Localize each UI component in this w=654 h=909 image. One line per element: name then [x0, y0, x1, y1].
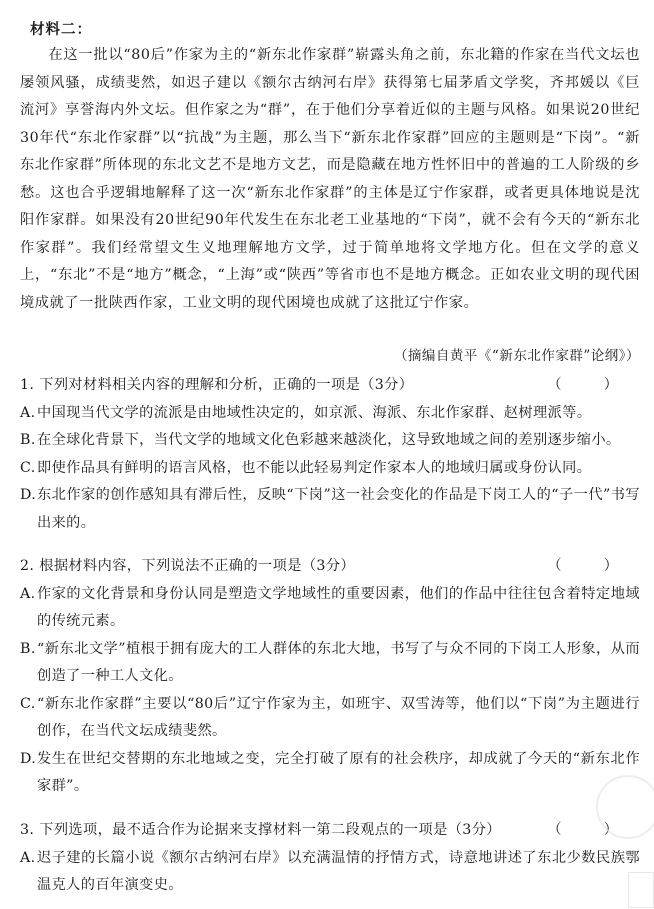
option-text: 在全球化背景下，当代文学的地域文化色彩越来越淡化，这导致地域之间的差别逐步缩小。 — [37, 432, 621, 448]
option-a — [20, 845, 640, 900]
question-2 — [20, 553, 640, 801]
answer-blank: （ ） — [547, 558, 632, 574]
option-letter: D. — [20, 750, 37, 767]
option-text: 即使作品具有鲜明的语言风格，也不能以此轻易判定作家本人的地域归属或身份认同。 — [37, 459, 592, 476]
option-letter: D. — [20, 487, 37, 503]
question-3 — [20, 817, 640, 900]
question-stem: 2. 根据材料内容，下列说法不正确的一项是（3分） — [20, 558, 356, 574]
option-letter: A. — [20, 404, 36, 421]
option-d — [20, 746, 640, 801]
section-title: 材料二： — [30, 22, 92, 38]
option-letter: B. — [20, 432, 36, 448]
option-letter: C. — [20, 459, 36, 476]
option-b — [20, 636, 640, 691]
watermark-stamp — [628, 872, 654, 908]
question-stem: 1. 下列对材料相关内容的理解和分析，正确的一项是（3分） — [20, 377, 414, 393]
answer-blank: （ ） — [547, 377, 632, 393]
watermark-logo — [596, 775, 654, 839]
passage-paragraph: 在这一批以“80后”作家为主的“新东北作家群”崭露头角之前，东北籍的作家在当代文坛也屡领风骚，成绩斐然，如迟子建以《额尔古纳河右岸》获得第七届茅盾文学奖，齐邦媛以《巨流河》享誉海内外文坛。但作家之为“群”，在于他们分享着近似的主题与风格。如果说20世纪30年代“东北作家群”以“抗战”为主题，那么当下“新东北作家群”回应的主题则是“下岗”。“新东北作家群”所体现的东北文艺不是地方文艺，而是隐藏在地方性怀旧中的普遍的工人阶级的乡愁。这也合乎逻辑地解释了这一次“新东北作家群”的主体是辽宁作家群，或者更具体地说是沈阳作家群。如果没有20世纪90年代发生在东北老工业基地的“下岗”，就不会有今天的“新东北作家群”。我们经常望文生义地理解地方文学，过于简单地将文学地方化。但在文学的意义上，“东北”不是“地方”概念，“上海”或“陕西”等省市也不是地方概念。正如农业文明的现代困境成就了一批陕西作家，工业文明的现代困境也成就了这批辽宁作家。 — [20, 47, 640, 311]
question-1 — [20, 372, 640, 537]
option-text: 东北作家的创作感知具有滞后性，反映“下岗”这一社会变化的作品是下岗工人的“子一代”书写出来的。 — [37, 487, 640, 531]
option-letter: B. — [20, 640, 36, 657]
option-text: “新东北作家群”主要以“80后”辽宁作家为主，如班宇、双雪涛等，他们以“下岗”为主题进行创作，在当代文坛成绩斐然。 — [37, 695, 640, 739]
answer-blank: （ ） — [547, 822, 632, 838]
option-text: 作家的文化背景和身份认同是塑造文学地域性的重要因素，他们的作品中往往包含着特定地域的传统元素。 — [37, 585, 640, 629]
option-text: 中国现当代文学的流派是由地域性决定的，如京派、海派、东北作家群、赵树理派等。 — [37, 404, 592, 421]
option-a — [20, 400, 640, 428]
option-text: 发生在世纪交替期的东北地域之变，完全打破了原有的社会秩序，却成就了今天的“新东北作家群”。 — [37, 750, 640, 794]
question-stem: 3. 下列选项，最不适合作为论据来支撑材料一第二段观点的一项是（3分） — [20, 822, 501, 838]
option-letter: C. — [20, 695, 36, 712]
option-b — [20, 427, 640, 455]
option-a — [20, 581, 640, 636]
option-c — [20, 455, 640, 483]
citation: （摘编自黄平《“新东北作家群”论纲》） — [393, 348, 640, 364]
option-text: “新东北文学”植根于拥有庞大的工人群体的东北大地，书写了与众不同的下岗工人形象，从而创造了一种工人文化。 — [37, 640, 640, 684]
option-text: 迟子建的长篇小说《额尔古纳河右岸》以充满温情的抒情方式，诗意地讲述了东北少数民族鄂温克人的百年演变史。 — [37, 849, 640, 893]
option-c — [20, 691, 640, 746]
option-letter: A. — [20, 585, 36, 602]
option-d — [20, 482, 640, 537]
option-letter: A. — [20, 849, 36, 866]
